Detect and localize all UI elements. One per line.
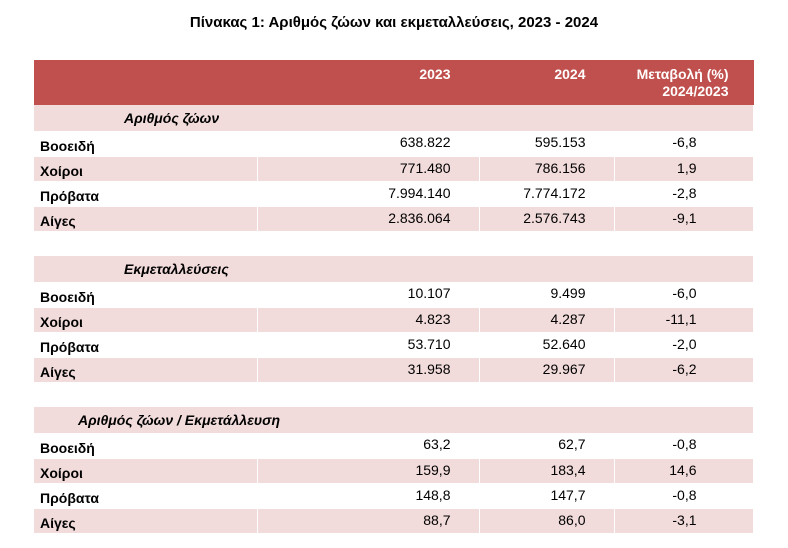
row-name: Αίγες [34,357,257,382]
table-row [34,458,753,483]
section-header [34,105,753,131]
value-2023: 148,8 [257,483,479,508]
value-2023: 2.836.064 [257,206,479,231]
value-2023: 771.480 [257,156,479,181]
value-2023: 638.822 [257,131,479,156]
value-change: -6,8 [614,131,753,156]
section-label: Αριθμός ζώων / Εκμετάλλευση [34,407,753,433]
table-row [34,483,753,508]
table-row [34,156,753,181]
value-2024: 86,0 [479,508,614,533]
value-2023: 88,7 [257,508,479,533]
value-change: -9,1 [614,206,753,231]
value-change: -6,2 [614,357,753,382]
value-2024: 7.774.172 [479,181,614,206]
header-change-line1: Μεταβολή (%) [636,66,729,82]
table-title: Πίνακας 1: Αριθμός ζώων και εκμεταλλεύσεις, 2023 - 2024 [189,14,599,31]
row-name: Πρόβατα [34,181,257,206]
header-change-line2: 2024/2023 [662,83,729,99]
value-2024: 183,4 [479,458,614,483]
table-row [34,508,753,533]
header-2024: 2024 [479,60,614,105]
value-2024: 9.499 [479,282,614,307]
value-2024: 4.287 [479,307,614,332]
section-header [34,407,753,433]
value-2023: 7.994.140 [257,181,479,206]
section-label: Εκμεταλλεύσεις [34,256,753,282]
value-2024: 786.156 [479,156,614,181]
value-2024: 52.640 [479,332,614,357]
row-name: Χοίροι [34,458,257,483]
row-name: Πρόβατα [34,332,257,357]
table-row [34,357,753,382]
value-2023: 159,9 [257,458,479,483]
value-change: -6,0 [614,282,753,307]
row-name: Χοίροι [34,307,257,332]
header-2023: 2023 [257,60,479,105]
header-change [614,60,753,105]
table-row [34,206,753,231]
value-2024: 29.967 [479,357,614,382]
spacer-row [34,382,753,407]
value-2024: 2.576.743 [479,206,614,231]
row-name: Αίγες [34,508,257,533]
value-change: -11,1 [614,307,753,332]
row-name: Βοοειδή [34,433,257,458]
table-row [34,307,753,332]
section-header [34,256,753,282]
value-change: -2,8 [614,181,753,206]
row-name: Βοοειδή [34,131,257,156]
value-2024: 595.153 [479,131,614,156]
spacer-row [34,231,753,256]
table-row [34,433,753,458]
value-change: -2,0 [614,332,753,357]
value-change: -0,8 [614,483,753,508]
header-empty [34,60,257,105]
section-label: Αριθμός ζώων [34,105,753,131]
table-row [34,282,753,307]
table-row [34,181,753,206]
value-2024: 62,7 [479,433,614,458]
value-2023: 53.710 [257,332,479,357]
row-name: Χοίροι [34,156,257,181]
table-row [34,131,753,156]
row-name: Βοοειδή [34,282,257,307]
value-2023: 31.958 [257,357,479,382]
data-table [34,60,754,534]
value-2023: 10.107 [257,282,479,307]
row-name: Αίγες [34,206,257,231]
value-2023: 63,2 [257,433,479,458]
value-change: 14,6 [614,458,753,483]
value-2023: 4.823 [257,307,479,332]
value-change: 1,9 [614,156,753,181]
value-2024: 147,7 [479,483,614,508]
row-name: Πρόβατα [34,483,257,508]
header-row [34,60,753,105]
value-change: -3,1 [614,508,753,533]
value-change: -0,8 [614,433,753,458]
table-row [34,332,753,357]
